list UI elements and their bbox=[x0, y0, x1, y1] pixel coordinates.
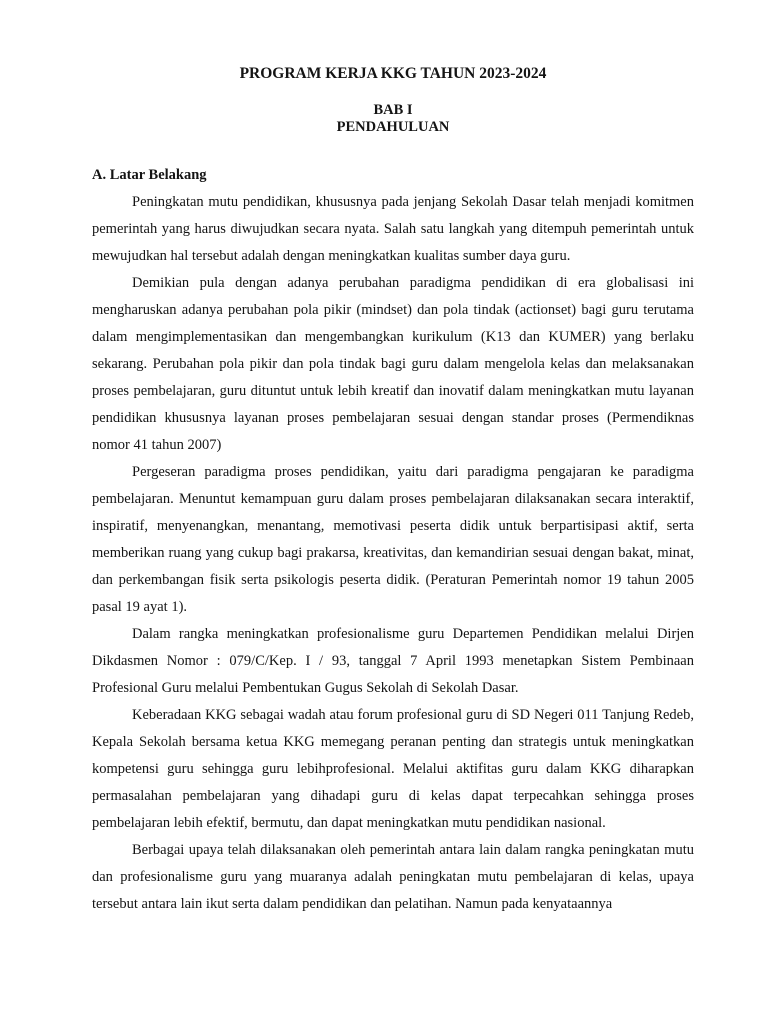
document-title: PROGRAM KERJA KKG TAHUN 2023-2024 bbox=[239, 65, 547, 82]
paragraph: Berbagai upaya telah dilaksanakan oleh pemerintah antara lain dalam rangka peningkatan mutu dan profesionalisme guru yang muaranya adalah peningkatan mutu pembelajaran di kelas, upaya tersebut antara lain ikut serta dalam pendidikan dan pelatihan. Namun pada kenyataannya bbox=[92, 842, 694, 912]
paragraph: Demikian pula dengan adanya perubahan paradigma pendidikan di era globalisasi ini mengharuskan adanya perubahan pola pikir (mindset) dan pola tindak (actionset) bagi guru terutama dalam mengimplementasikan dan mengembangkan kurikulum (K13 dan KUMER) yang berlaku sekarang. Perubahan pola pikir dan pola tindak bagi guru dalam mengelola kelas dan melaksanakan proses pembelajaran, guru dituntut untuk lebih kreatif dan inovatif dalam meningkatkan mutu layanan pendidikan khususnya layanan proses pembelajaran sesuai dengan standar proses (Permendiknas nomor 41 tahun 2007) bbox=[92, 275, 694, 453]
paragraph: Dalam rangka meningkatkan profesionalisme guru Departemen Pendidikan melalui Dirjen Dikdasmen Nomor : 079/C/Kep. I / 93, tanggal 7 April 1993 menetapkan Sistem Pembinaan Profesional Guru melalui Pembentukan Gugus Sekolah di Sekolah Dasar. bbox=[92, 626, 694, 696]
chapter-number: BAB I bbox=[373, 102, 413, 118]
paragraph: Pergeseran paradigma proses pendidikan, yaitu dari paradigma pengajaran ke paradigma pembelajaran. Menuntut kemampuan guru dalam proses pembelajaran dilaksanakan secara interaktif, inspiratif, menyenangkan, menantang, memotivasi peserta didik untuk berpartisipasi aktif, serta memberikan ruang yang cukup bagi prakarsa, kreativitas, dan kemandirian sesuai dengan bakat, minat, dan perkembangan fisik serta psikologis peserta didik. (Peraturan Pemerintah nomor 19 tahun 2005 pasal 19 ayat 1). bbox=[92, 464, 694, 615]
paragraph: Keberadaan KKG sebagai wadah atau forum profesional guru di SD Negeri 011 Tanjung Redeb, Kepala Sekolah bersama ketua KKG memegang peranan penting dan strategis untuk meningkatkan kompetensi guru sehingga guru lebihprofesional. Melalui aktifitas guru dalam KKG diharapkan permasalahan pembelajaran yang dihadapi guru di kelas dapat terpecahkan sehingga proses pembelajaran lebih efektif, bermutu, dan dapat meningkatkan mutu pendidikan nasional. bbox=[92, 707, 694, 831]
document-page bbox=[92, 60, 694, 918]
section-heading: A. Latar Belakang bbox=[92, 167, 207, 183]
paragraph: Peningkatan mutu pendidikan, khususnya pada jenjang Sekolah Dasar telah menjadi komitmen pemerintah yang harus diwujudkan secara nyata. Salah satu langkah yang ditempuh pemerintah untuk mewujudkan hal tersebut adalah dengan meningkatkan kualitas sumber daya guru. bbox=[92, 194, 694, 264]
chapter-heading bbox=[92, 102, 694, 136]
body-text bbox=[92, 189, 694, 918]
chapter-title: PENDAHULUAN bbox=[336, 119, 450, 135]
